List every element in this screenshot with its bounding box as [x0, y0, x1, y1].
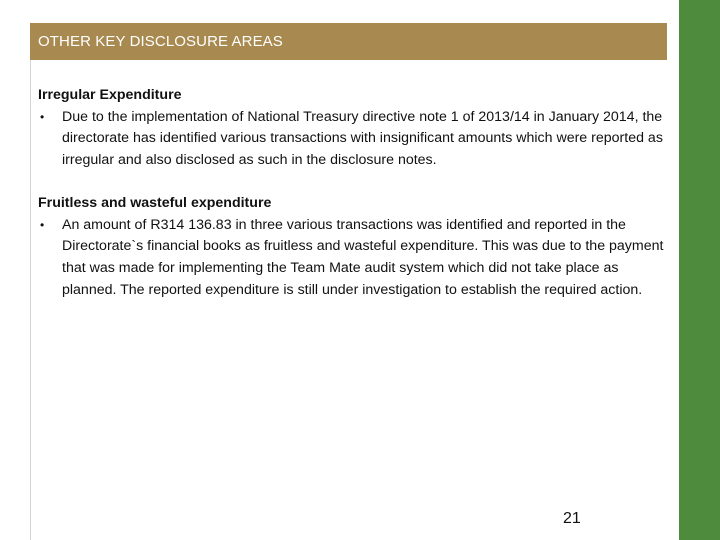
section-heading: Fruitless and wasteful expenditure [38, 194, 272, 211]
slide-body [38, 85, 670, 301]
bullet-text: Due to the implementation of National Treasury directive note 1 of 2013/14 in January 2014, the directorate has identified various transactions with insignificant amounts which were reported as irregular and also disclosed as such in the disclosure notes. [62, 108, 663, 169]
header-banner [30, 23, 667, 60]
page-title: OTHER KEY DISCLOSURE AREAS [38, 33, 283, 50]
section-irregular-expenditure [38, 85, 670, 172]
section-heading: Irregular Expenditure [38, 87, 182, 103]
bullet-icon: • [40, 217, 45, 232]
right-side-bar [679, 0, 720, 540]
page-number: 21 [563, 510, 581, 527]
list-item [38, 107, 670, 172]
bullet-list [38, 215, 670, 302]
bullet-list [38, 107, 670, 172]
left-divider-line [30, 60, 31, 540]
bullet-text: An amount of R314 136.83 in three various transactions was identified and reported in the Directorate`s financial books as fruitless and wasteful expenditure. This was due to the payment that was made for implementing the Team Mate audit system which did not take place as planned. The reported expenditure is still under investigation to establish the required action. [62, 216, 664, 298]
bullet-icon: • [40, 109, 45, 124]
section-fruitless-wasteful-expenditure [38, 193, 670, 302]
list-item [38, 215, 670, 302]
